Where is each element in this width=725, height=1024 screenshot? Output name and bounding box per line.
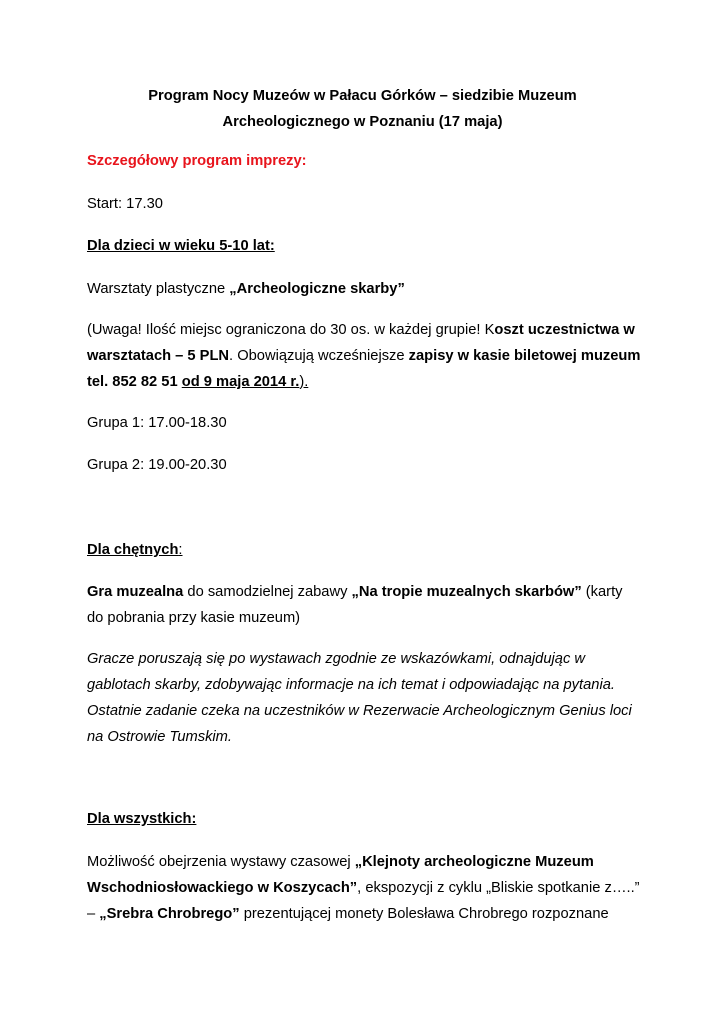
program-heading: Szczegółowy program imprezy: bbox=[87, 153, 307, 169]
game-name: „Na tropie muzealnych skarbów” bbox=[351, 584, 582, 600]
game-label: Gra muzealna bbox=[87, 584, 184, 600]
start-time: Start: 17.30 bbox=[87, 196, 163, 212]
group-1: Grupa 1: 17.00-18.30 bbox=[87, 415, 227, 431]
game-tail: (karty do pobrania przy kasie muzeum) bbox=[87, 584, 623, 626]
everyone-heading: Dla wszystkich: bbox=[87, 811, 197, 827]
game-mid: do samodzielnej zabawy bbox=[183, 584, 352, 600]
workshop-name: „Archeologiczne skarby” bbox=[229, 281, 405, 297]
note-registration: zapisy w kasie biletowej muzeum tel. 852 82 51 bbox=[87, 348, 641, 390]
volunteers-heading-colon: : bbox=[178, 542, 183, 558]
note-end: ). bbox=[299, 374, 309, 390]
exhibition-p3: , ekspozycji z cyklu „Bliskie spotkanie z…..” – bbox=[87, 880, 640, 922]
exhibition-p1: Możliwość obejrzenia wystawy czasowej bbox=[87, 854, 355, 870]
volunteers-heading-text: Dla chętnych bbox=[87, 542, 179, 558]
note-fee: oszt uczestnictwa w warsztatach – 5 PLN bbox=[87, 322, 635, 364]
kids-note bbox=[87, 317, 642, 395]
document-title bbox=[87, 83, 638, 135]
exhibition-name: „Klejnoty archeologiczne Muzeum Wschodniosłowackiego w Koszycach” bbox=[87, 854, 594, 896]
exhibition-p5: prezentującej monety Bolesława Chrobrego rozpoznane bbox=[239, 906, 609, 922]
title-line-1: Program Nocy Muzeów w Pałacu Górków – siedzibie Muzeum bbox=[148, 88, 577, 104]
title-line-2: Archeologicznego w Poznaniu (17 maja) bbox=[222, 114, 503, 130]
kids-heading: Dla dzieci w wieku 5-10 lat: bbox=[87, 238, 275, 254]
note-part-3: . Obowiązują wcześniejsze bbox=[229, 348, 409, 364]
volunteers-heading bbox=[87, 537, 647, 563]
workshop-prefix: Warsztaty plastyczne bbox=[87, 281, 230, 297]
group-2: Grupa 2: 19.00-20.30 bbox=[87, 457, 227, 473]
kids-workshop bbox=[87, 276, 647, 302]
note-date: od 9 maja 2014 r. bbox=[181, 374, 300, 390]
game-description: Gracze poruszają się po wystawach zgodnie ze wskazówkami, odnajdując w gablotach skarby, zdobywając informacje na ich temat i odpowiadając na pytania. Ostatnie zadanie czeka na uczestników w Rezerwacie Archeologicznym Genius loci na Ostrowie Tumskim. bbox=[87, 651, 632, 745]
silver-exhibition: „Srebra Chrobrego” bbox=[99, 906, 240, 922]
note-part-1: (Uwaga! Ilość miejsc ograniczona do 30 os. w każdej grupie! K bbox=[87, 322, 495, 338]
exhibition-info bbox=[87, 849, 647, 927]
museum-game bbox=[87, 579, 635, 631]
